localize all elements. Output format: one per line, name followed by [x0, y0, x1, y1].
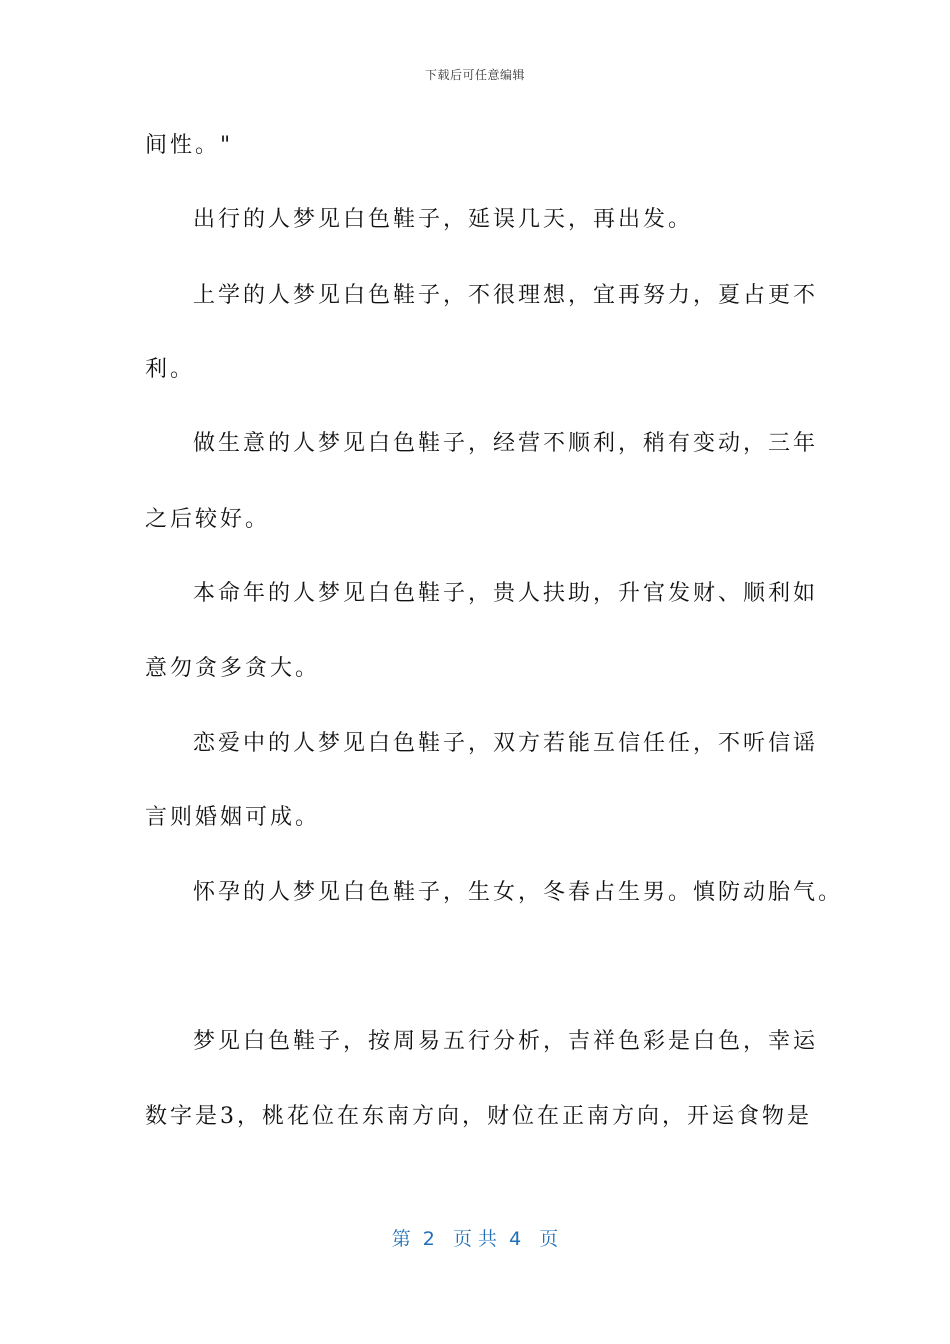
text-line: 间性。": [145, 133, 234, 158]
text-line: 怀孕的人梦见白色鞋子，生女，冬春占生男。慎防动胎气。: [193, 880, 844, 905]
page-header: 下载后可任意编辑: [424, 68, 525, 82]
text-line: 利。: [145, 357, 196, 382]
text-line: 上学的人梦见白色鞋子，不很理想，宜再努力，夏占更不: [193, 283, 819, 308]
text-line: 本命年的人梦见白色鞋子，贵人扶助，升官发财、顺利如: [193, 581, 819, 606]
text-line: 意勿贪多贪大。: [145, 656, 321, 681]
text-line: 之后较好。: [145, 507, 271, 532]
text-line: 恋爱中的人梦见白色鞋子，双方若能互信任任，不听信谣: [193, 731, 819, 756]
text-line: 梦见白色鞋子，按周易五行分析，吉祥色彩是白色，幸运: [193, 1029, 819, 1054]
text-line: 做生意的人梦见白色鞋子，经营不顺利，稍有变动，三年: [193, 431, 819, 456]
page-number-footer: 第 2 页 共 4 页: [391, 1228, 559, 1250]
text-line: 出行的人梦见白色鞋子，延误几天，再出发。: [193, 207, 694, 232]
text-line: 数字是3，桃花位在东南方向，财位在正南方向，开运食物是: [145, 1104, 812, 1129]
text-line: 言则婚姻可成。: [145, 805, 321, 830]
